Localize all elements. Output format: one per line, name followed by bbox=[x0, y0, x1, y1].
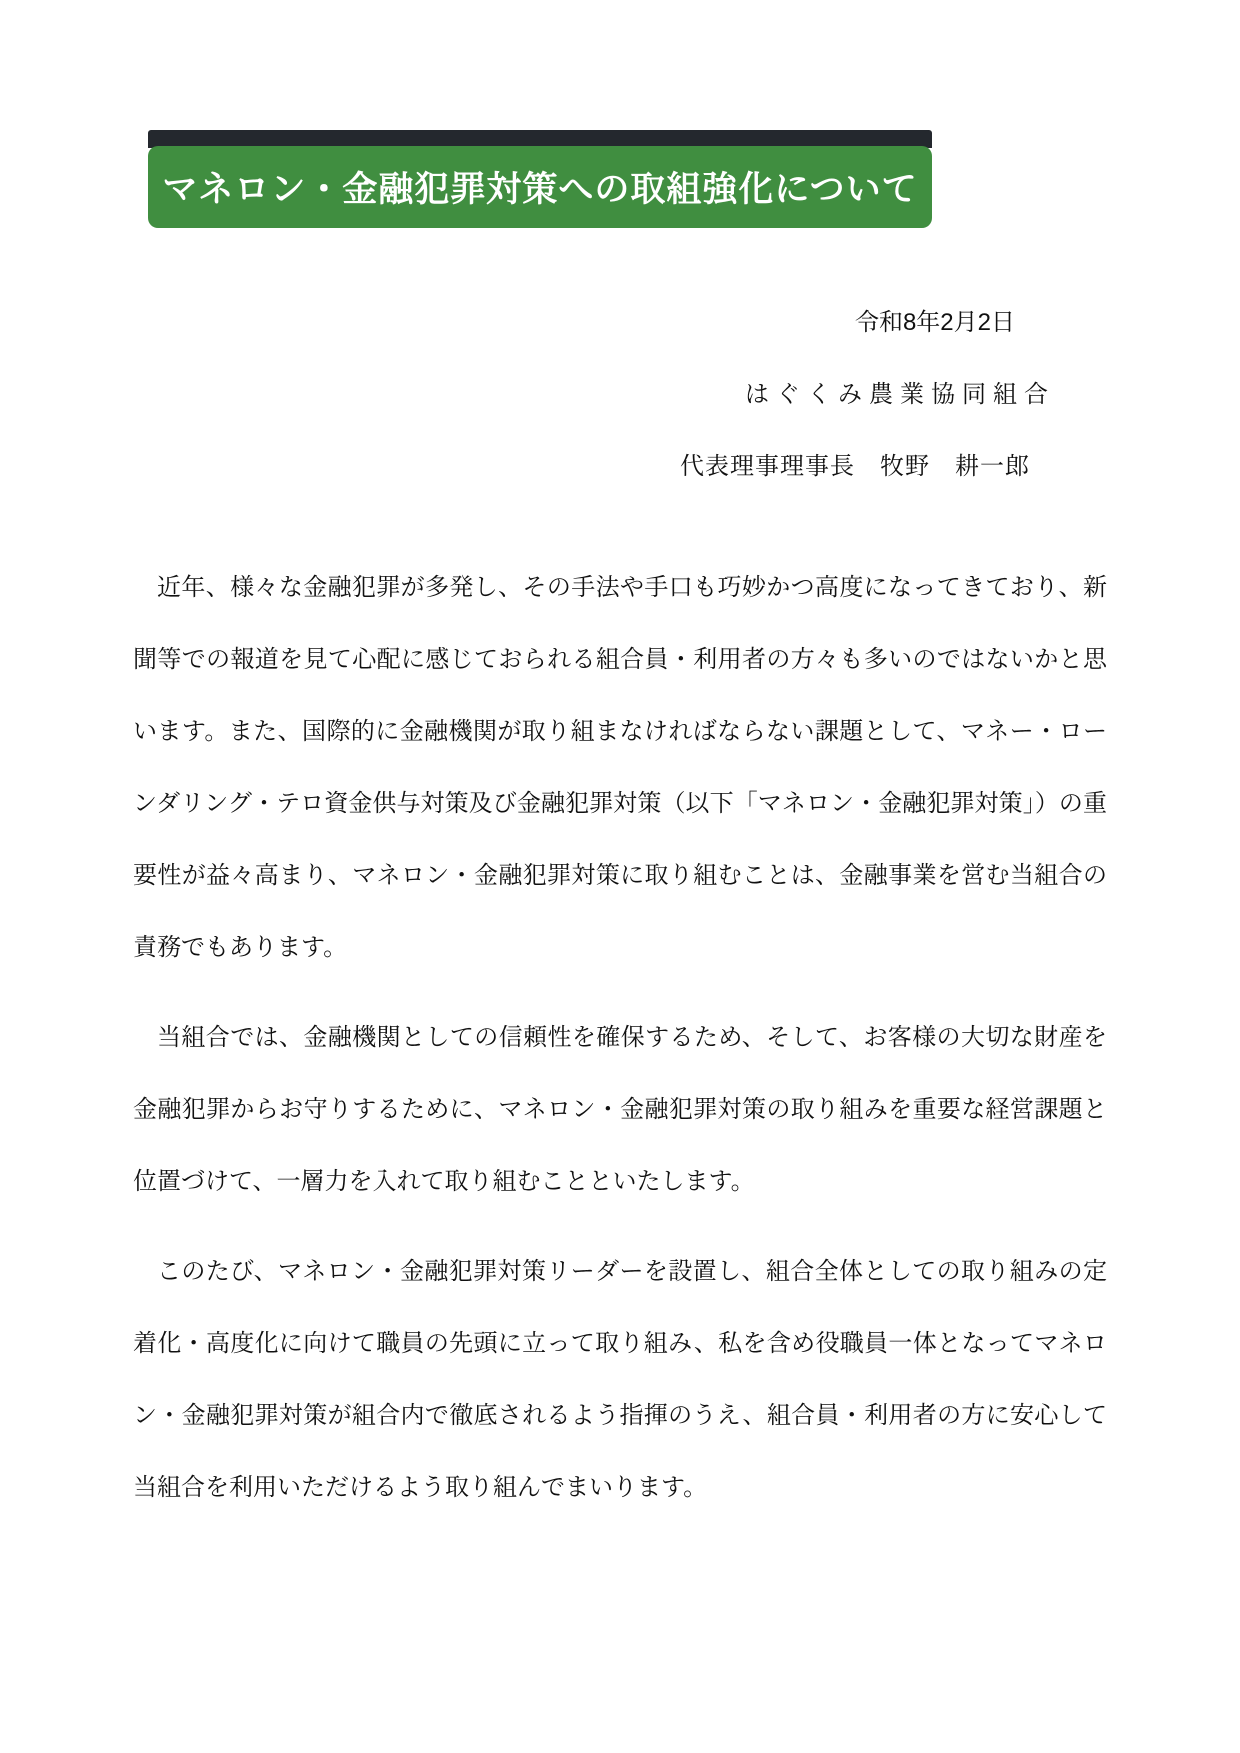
date-signature-block bbox=[133, 287, 1107, 503]
document-body bbox=[133, 552, 1107, 1542]
banner-green-box bbox=[148, 146, 932, 228]
body-paragraph-1: 近年、様々な金融犯罪が多発し、その手法や手口も巧妙かつ高度になってきており、新聞等での報道を見て心配に感じておられる組合員・利用者の方々も多いのではないかと思います。また、国際的に金融機関が取り組まなければならない課題として、マネー・ローンダリング・テロ資金供与対策及び金融犯罪対策（以下「マネロン・金融犯罪対策」）の重要性が益々高まり、マネロン・金融犯罪対策に取り組むことは、金融事業を営む当組合の責務でもあります。 bbox=[133, 574, 1107, 961]
title-banner bbox=[148, 130, 932, 228]
organization-name: はぐくみ農業協同組合 bbox=[745, 381, 1055, 408]
body-paragraph-3: このたび、マネロン・金融犯罪対策リーダーを設置し、組合全体としての取り組みの定着化・高度化に向けて職員の先頭に立って取り組み、私を含め役職員一体となってマネロン・金融犯罪対策が組合内で徹底されるよう指揮のうえ、組合員・利用者の方に安心して当組合を利用いただけるよう取り組んでまいります。 bbox=[133, 1258, 1107, 1501]
representative-name: 代表理事理事長 牧野 耕一郎 bbox=[680, 453, 1030, 480]
body-paragraph-2: 当組合では、金融機関としての信頼性を確保するため、そして、お客様の大切な財産を金融犯罪からお守りするために、マネロン・金融犯罪対策の取り組みを重要な経営課題と位置づけて、一層力を入れて取り組むことといたします。 bbox=[133, 1024, 1107, 1195]
document-title: マネロン・金融犯罪対策への取組強化について bbox=[162, 170, 918, 209]
document-date: 令和8年2月2日 bbox=[854, 309, 1015, 336]
